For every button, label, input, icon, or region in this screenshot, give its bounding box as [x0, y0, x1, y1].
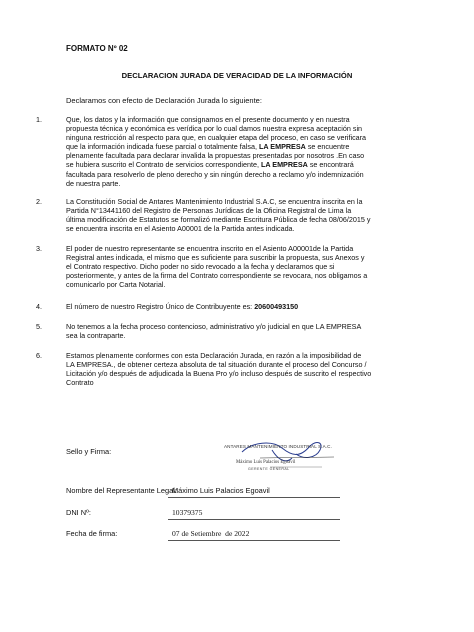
declaration-item-3 — [36, 244, 442, 292]
item-text — [66, 351, 442, 387]
item-line: No tenemos a la fecha proceso contencioso, administrativo y/o judicial en que LA EMPRESA — [66, 322, 362, 331]
stamp-company: ANTARES MANTENIMIENTO INDUSTRIAL S.A.C. — [224, 444, 332, 449]
item-line: posteriormente, y antes de la firma del Contrato correspondiente se revocara, nos obligamos a — [66, 271, 368, 281]
item-line: se hubiera suscrito el Contrato de servicios correspondiente, LA EMPRESA se encontrará — [66, 160, 354, 170]
item-line: facultada para resolverlo de pleno derecho y sin ningún derecho a reclamo y/o indemnización — [66, 169, 364, 179]
rep-value: Máximo Luis Palacios Egoavil — [172, 486, 270, 495]
item-line: La Constitución Social de Antares Mantenimiento Industrial S.A.C, se encuentra inscrita en la — [66, 197, 363, 206]
company-stamp — [212, 438, 352, 482]
dni-underline — [168, 519, 340, 520]
item-number: 4. — [36, 302, 42, 311]
item-line: última modificación de Estatutos se formalizó mediante Escritura Pública de fecha 08/06/2015 y — [66, 215, 371, 225]
item-line: plenamente facultada para declarar invalida la propuestas presentadas por nosotros .En caso — [66, 151, 365, 161]
item-text: El número de nuestro Registro Único de Contribuyente es: 20600493150 — [66, 302, 299, 311]
intro-text: Declaramos con efecto de Declaración Jurada lo siguiente: — [66, 96, 262, 105]
item-line: ninguna restricción al respecto para que, en cualquier etapa del proceso, en caso se verificara — [66, 133, 367, 143]
item-text — [66, 197, 442, 233]
item-line: Contrato — [66, 378, 94, 388]
stamp-role: GERENTE GENERAL — [248, 467, 290, 471]
signature-label: Sello y Firma: — [66, 447, 112, 456]
item-line: Estamos plenamente conformes con esta Declaración Jurada, en razón a la imposibilidad de — [66, 351, 362, 360]
item-line: sea la contraparte. — [66, 331, 126, 341]
item-text — [66, 244, 442, 289]
item-line: comunicarlo por Carta Notarial. — [66, 280, 166, 290]
item-line: propuesta técnica y económica es verídica por lo cual damos nuestra expresa aceptación sin — [66, 124, 363, 134]
item-line: el Contrato respectivo. Dicho poder no sido revocado a la fecha y declaramos que si — [66, 262, 335, 272]
declaration-item-2 — [36, 197, 442, 237]
item-text — [66, 115, 442, 188]
date-label: Fecha de firma: — [66, 529, 118, 538]
item-line: Partida N°13441160 del Registro de Personas Jurídicas de la Oficina Registral de Lima la — [66, 206, 352, 216]
dni-label: DNI Nº: — [66, 508, 91, 517]
dni-value: 10379375 — [172, 508, 203, 517]
item-line: Que, los datos y la información que consignamos en el presente documento y en nuestra — [66, 115, 350, 124]
item-line: Licitación y/o después de adjudicada la Buena Pro y/o incluso después de suscrito el respectivo — [66, 369, 372, 379]
item-line: LA EMPRESA., de obtener certeza absoluta de tal situación durante el proceso del Concurso / — [66, 360, 367, 370]
ruc-number: 20600493150 — [254, 302, 299, 311]
item-text — [66, 322, 442, 340]
item-number: 3. — [36, 244, 42, 253]
declaration-item-6 — [36, 351, 442, 391]
document-title: DECLARACION JURADA DE VERACIDAD DE LA INFORMACIÓN — [121, 71, 353, 80]
item-line: que la información indicada fuese parcial o totalmente falsa, LA EMPRESA se encuentre — [66, 142, 350, 152]
rep-underline — [168, 497, 340, 498]
item-number: 2. — [36, 197, 42, 206]
format-label: FORMATO Nº 02 — [66, 44, 128, 53]
item-number: 5. — [36, 322, 42, 331]
item-line: El poder de nuestro representante se encuentra inscrito en el Asiento A00001de la Partida — [66, 244, 354, 253]
declaration-item-5 — [36, 322, 442, 342]
item-number: 1. — [36, 115, 42, 124]
date-value: 07 de Setiembre de 2022 — [172, 529, 250, 538]
item-line: Registral antes indicada, el mismo que es suficiente para suscribir la propuesta, sus Anexos y — [66, 253, 365, 263]
company-ref: LA EMPRESA — [260, 160, 308, 170]
stamp-name: Máximo Luis Palacios Egoavil — [236, 460, 296, 465]
date-underline — [168, 540, 340, 541]
item-line: de nuestra parte. — [66, 178, 121, 188]
company-ref: LA EMPRESA — [258, 142, 306, 152]
rep-label: Nombre del Representante Legal: — [66, 486, 177, 495]
item-line: se encuentra inscrita en el Asiento A00001 de la Partida antes indicada. — [66, 224, 295, 234]
item-number: 6. — [36, 351, 42, 360]
declaration-item-4 — [36, 302, 442, 312]
